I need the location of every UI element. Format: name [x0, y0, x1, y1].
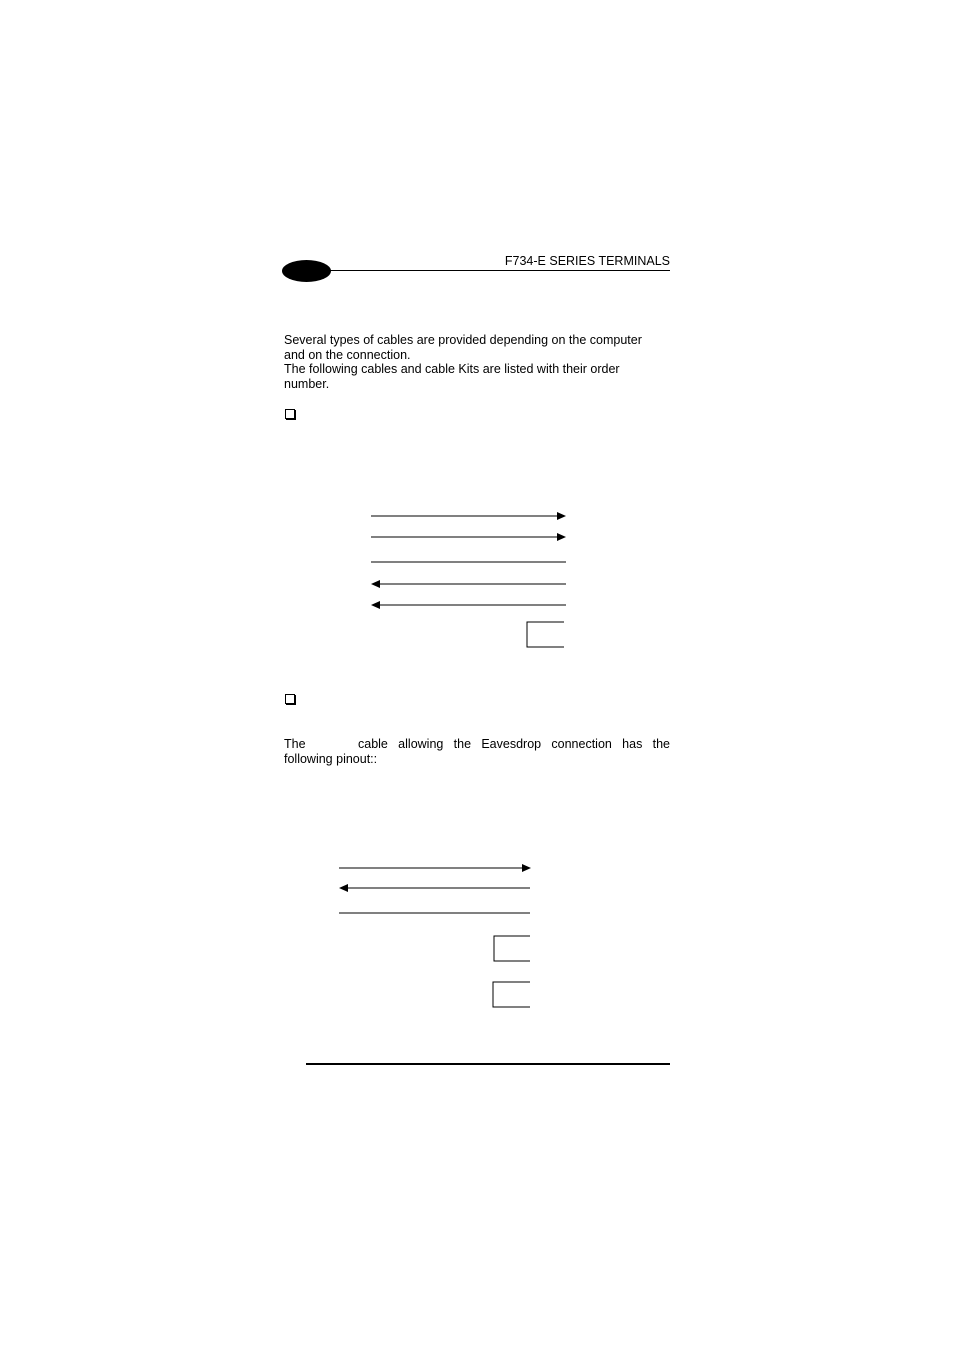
- eavesdrop-line-2: following pinout::: [284, 752, 378, 766]
- intro-line-3: The following cables and cable Kits are listed with their order: [284, 362, 620, 377]
- cable-pinout-diagram-2: [339, 864, 531, 1007]
- arrowhead-right-icon: [557, 533, 566, 541]
- jumper-bracket: [493, 982, 530, 1007]
- arrowhead-right-icon: [522, 864, 531, 872]
- arrowhead-left-icon: [371, 580, 380, 588]
- running-header-title: F734-E SERIES TERMINALS: [504, 254, 670, 268]
- eavesdrop-word-the: The: [284, 737, 306, 751]
- footer-rule: [306, 1063, 670, 1065]
- intro-line-4: number.: [284, 376, 330, 391]
- cable-pinout-diagram-1: [371, 512, 566, 647]
- arrowhead-left-icon: [339, 884, 348, 892]
- jumper-bracket: [527, 622, 564, 647]
- jumper-bracket: [494, 936, 530, 961]
- intro-line-1: Several types of cables are provided depending on the computer: [284, 333, 642, 347]
- intro-line-2: and on the connection.: [284, 347, 411, 362]
- eavesdrop-line-1-rest: cable allowing the Eavesdrop connection has the: [358, 737, 670, 751]
- arrowhead-left-icon: [371, 601, 380, 609]
- arrowhead-right-icon: [557, 512, 566, 520]
